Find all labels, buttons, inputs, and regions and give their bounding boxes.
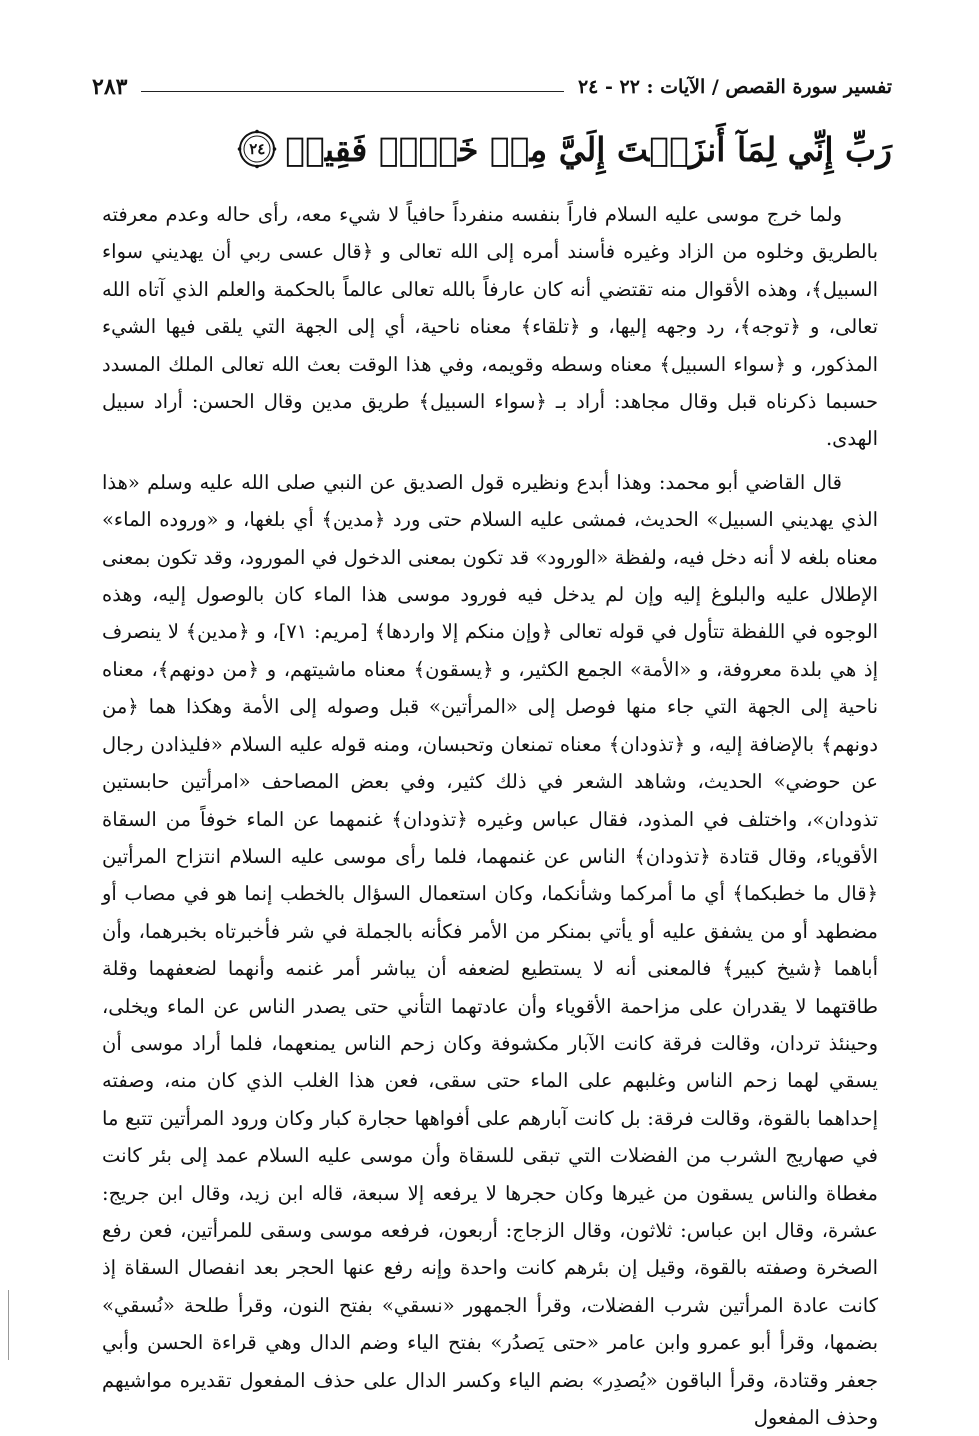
verse-number-marker — [237, 129, 277, 169]
paragraph-2: قال القاضي أبو محمد: وهذا أبدع ونظيره قول الصديق عن النبي صلى الله عليه وسلم «هذا الذي يهديني السبيل» الحديث، فمشى عليه السلام حتى ورد ﴿مدين﴾ أي بلغها، و «وروده الماء» معناه بلغه لا أنه دخل فيه، ولفظة «الورود» قد تكون بمعنى الدخول في المورود، وقد تكون بمعنى الإطلال عليه والبلوغ إليه وإن لم يدخل فيه فورود موسى هذا الماء كان بالوصول إليه، وهذه الوجوه في اللفظة تتأول في قوله تعالى ﴿وإن منكم إلا واردها﴾ [مريم: ٧١]، و ﴿مدين﴾ لا ينصرف إذ هي بلدة معروفة، و «الأمة» الجمع الكثير، و ﴿يسقون﴾ معناه ماشيتهم، و ﴿من دونهم﴾، معناه ناحية إلى الجهة التي جاء منها فوصل إلى «المرأتين» قبل وصوله إلى الأمة وهكذا هما ﴿من دونهم﴾ بالإضافة إليه، و ﴿تذودان﴾ معناه تمنعان وتحبسان، ومنه قوله عليه السلام «فليذادن رجال عن حوضي» الحديث، وشاهد الشعر في ذلك كثير، وفي بعض المصاحف «امرأتين حابستين تذودان»، واختلف في المذود، فقال عباس وغيره ﴿تذودان﴾ غنمهما عن الماء خوفاً من السقاة الأقوياء، وقال قتادة ﴿تذودان﴾ الناس عن غنمهما، فلما رأى موسى عليه السلام انتزاح المرأتين ﴿قال ما خطبكما﴾ أي ما أمركما وشأنكما، وكان استعمال السؤال بالخطب إنما هو في مصاب أو مضطهد أو من يشفق عليه أو يأتي بمنكر من الأمر فكأنه بالجملة في شر فأخبرتاه بخبرهما، وأن أباهما ﴿شيخ كبير﴾ فالمعنى أنه لا يستطيع لضعفه أن يباشر أمر غنمه وأنهما لضعفهما وقلة طاقتهما لا يقدران على مزاحمة الأقوياء وأن عادتهما التأني حتى يصدر الناس عن الماء ويخلى، وحينئذ تردان، وقالت فرقة كانت الآبار مكشوفة وكان زحم الناس يمنعهما، فلما أراد موسى أن يسقي لهما زحم الناس وغلبهم على الماء حتى سقى، فعن هذا الغلب الذي كان منه، وصفته إحداهما بالقوة، وقالت فرقة: بل كانت آبارهم على أفواهها حجارة كبار وكان ورود المرأتين تتبع ما في صهاريج الشرب من الفضلات التي تبقى للسقاة وأن موسى عليه السلام عمد إلى بئر كانت مغطاة والناس يسقون من غيرها وكان حجرها لا يرفعه إلا سبعة، قاله ابن زيد، وقال ابن جريج: عشرة، وقال ابن عباس: ثلاثون، وقال الزجاج: أربعون، فرفعه موسى وسقى للمرأتين، فعن رفع الصخرة وصفته بالقوة، وقيل إن بئرهم كانت واحدة وإنه رفع عنها الحجر بعد انفصال السقاة إذ كانت عادة المرأتين شرب الفضلات، وقرأ الجمهور «نسقي» بفتح النون، وقرأ طلحة «نُسقي» بضمها، وقرأ أبو عمرو وابن عامر «حتى يَصدُر» بفتح الياء وضم الدال وهي قراءة الحسن وأبي جعفر وقتادة، وقرأ الباقون «يُصدِر» بضم الياء وكسر الدال على حذف المفعول تقديره مواشيهم وحذف المفعول — [102, 470, 879, 1429]
verse-text: رَبِّ إِنِّي لِمَآ أَنزَلۡتَ إِلَيَّ مِنۡ خَيۡرٖ فَقِيرٞ — [285, 129, 892, 169]
verse-number: ٢٤ — [249, 140, 266, 158]
running-header — [92, 70, 892, 104]
paragraph-1: ولما خرج موسى عليه السلام فاراً بنفسه منفرداً حافياً لا شيء معه، رأى حاله وعدم معرفته بالطريق وخلوه من الزاد وغيره فأسند أمره إلى الله تعالى و ﴿قال عسى ربي أن يهديني سواء السبيل﴾، وهذه الأقوال منه تقتضي أنه كان عارفاً بالله تعالى عالماً بالحكمة والعلم الذي آتاه الله تعالى، و ﴿توجه﴾، رد وجهه إليها، و ﴿تلقاء﴾ معناه ناحية، أي إلى الجهة التي يلقى فيها الشيء المذكور، و ﴿سواء السبيل﴾ معناه وسطه وقويمه، وفي هذا الوقت بعث الله تعالى الملك المسدد حسبما ذكرناه قبل وقال مجاهد: أراد بـ ﴿سواء السبيل﴾ طريق مدين وقال الحسن: أراد سبيل الهدى. — [102, 203, 878, 451]
scan-margin-line — [8, 1290, 9, 1360]
page-number: ٢٨٣ — [92, 74, 128, 100]
commentary-body — [102, 196, 878, 1436]
header-rule — [141, 91, 563, 92]
running-header-title: تفسير سورة القصص / الآيات : ٢٢ - ٢٤ — [577, 76, 892, 98]
quran-verse — [92, 118, 892, 180]
